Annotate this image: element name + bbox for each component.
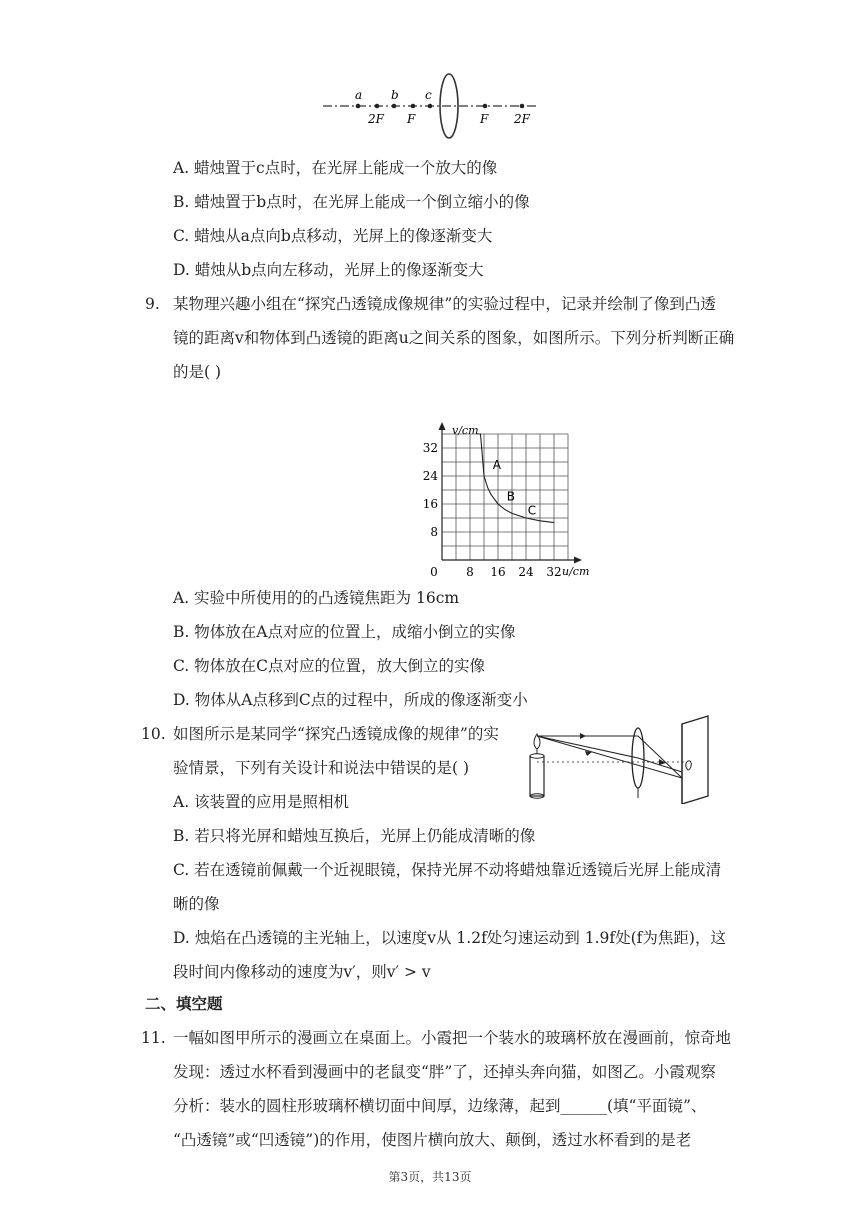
- light-screen: [682, 716, 708, 804]
- y-axis-arrow: [439, 422, 446, 430]
- y-tick-label: 24: [422, 469, 438, 483]
- lens-axis-diagram: [315, 66, 545, 150]
- q10-number: 10.: [141, 725, 166, 743]
- point-right-f: [483, 104, 488, 109]
- q9-line-1: 某物理兴趣小组在“探究凸透镜成像规律”的实验过程中，记录并绘制了像到凸透: [173, 295, 716, 313]
- point-label-c: C: [527, 503, 537, 518]
- q8-option-a: A. 蜡烛置于c点时，在光屏上能成一个放大的像: [173, 159, 498, 177]
- point-b: [392, 104, 397, 109]
- q10-line-1: 如图所示是某同学“探究凸透镜成像的规律”的实: [173, 725, 499, 743]
- x-tick-label: 16: [490, 565, 506, 579]
- label-f-left: F: [407, 112, 416, 126]
- point-a: [356, 104, 361, 109]
- x-axis-arrow: [574, 557, 582, 564]
- q8-option-c: C. 蜡烛从a点向b点移动，光屏上的像逐渐变大: [173, 227, 493, 245]
- label-b: b: [391, 88, 399, 102]
- section-title-fill-in: 二、填空题: [145, 994, 223, 1013]
- label-f-right: F: [480, 112, 489, 126]
- q10-option-c: C. 若在透镜前佩戴一个近视眼镜，保持光屏不动将蜡烛靠近透镜后光屏上能成清: [173, 861, 722, 879]
- label-c: c: [425, 88, 432, 102]
- q9-line-2: 镜的距离v和物体到凸透镜的距离u之间关系的图象，如图所示。下列分析判断正确: [173, 329, 735, 347]
- point-left-2f: [375, 104, 380, 109]
- uv-curve: [477, 434, 554, 523]
- label-2f-left: 2F: [368, 112, 384, 126]
- q10-option-a: A. 该装置的应用是照相机: [173, 793, 350, 811]
- q9-line-3: 的是( ): [173, 363, 222, 381]
- q9-number: 9.: [145, 295, 160, 313]
- x-axis-label: u/cm: [562, 565, 590, 578]
- y-tick-label: 16: [422, 497, 438, 511]
- q9-option-a: A. 实验中所使用的的凸透镜焦距为 16cm: [173, 589, 460, 607]
- q8-option-b: B. 蜡烛置于b点时，在光屏上能成一个倒立缩小的像: [173, 193, 530, 211]
- x-tick-label: 8: [466, 565, 474, 579]
- y-tick-label: 32: [422, 441, 438, 455]
- q10-option-c-cont: 晰的像: [173, 895, 220, 913]
- x-tick-label: 0: [430, 565, 438, 579]
- point-right-2f: [520, 104, 525, 109]
- q11-line-3: 分析：装水的圆柱形玻璃杯横切面中间厚，边缘薄，起到______(填“平面镜”、: [173, 1097, 707, 1115]
- q10-option-b: B. 若只将光屏和蜡烛互换后，光屏上仍能成清晰的像: [173, 827, 536, 845]
- q9-option-d: D. 物体从A点移到C点的过程中，所成的像逐渐变小: [173, 691, 528, 709]
- q10-line-2: 验情景，下列有关设计和说法中错误的是( ): [173, 759, 470, 777]
- x-tick-label: 24: [518, 565, 534, 579]
- q9-option-b: B. 物体放在A点对应的位置上，成缩小倒立的实像: [173, 623, 516, 641]
- q11-line-4: “凸透镜”或“凹透镜”)的作用，使图片横向放大、颠倒，透过水杯看到的是老: [173, 1131, 692, 1149]
- q9-option-c: C. 物体放在C点对应的位置，放大倒立的实像: [173, 657, 486, 675]
- label-a: a: [355, 88, 363, 102]
- q8-option-d: D. 蜡烛从b点向左移动，光屏上的像逐渐变大: [173, 261, 484, 279]
- q10-option-d-cont: 段时间内像移动的速度为v′，则v′ > v: [173, 963, 431, 981]
- q11-line-2: 发现：透过水杯看到漫画中的老鼠变“胖”了，还掉头奔向猫，如图乙。小霞观察: [173, 1063, 716, 1081]
- image-on-screen: [686, 761, 691, 770]
- q9-uv-chart: [410, 418, 610, 584]
- q10-option-d: D. 烛焰在凸透镜的主光轴上，以速度v从 1.2f处匀速运动到 1.9f处(f为焦距)，这: [173, 929, 726, 947]
- point-label-b: B: [506, 489, 515, 504]
- q10-apparatus-figure: [522, 712, 718, 804]
- q11-number: 11.: [141, 1029, 166, 1047]
- page-footer: 第3页，共13页: [388, 1170, 472, 1184]
- x-tick-label: 32: [546, 565, 562, 579]
- y-axis-label: v/cm: [452, 424, 479, 437]
- label-2f-right: 2F: [514, 112, 530, 126]
- point-c: [428, 104, 433, 109]
- point-left-f: [411, 104, 416, 109]
- y-tick-label: 8: [430, 525, 438, 539]
- point-label-a: A: [492, 458, 501, 472]
- q11-line-1: 一幅如图甲所示的漫画立在桌面上。小霞把一个装水的玻璃杯放在漫画前，惊奇地: [173, 1029, 732, 1047]
